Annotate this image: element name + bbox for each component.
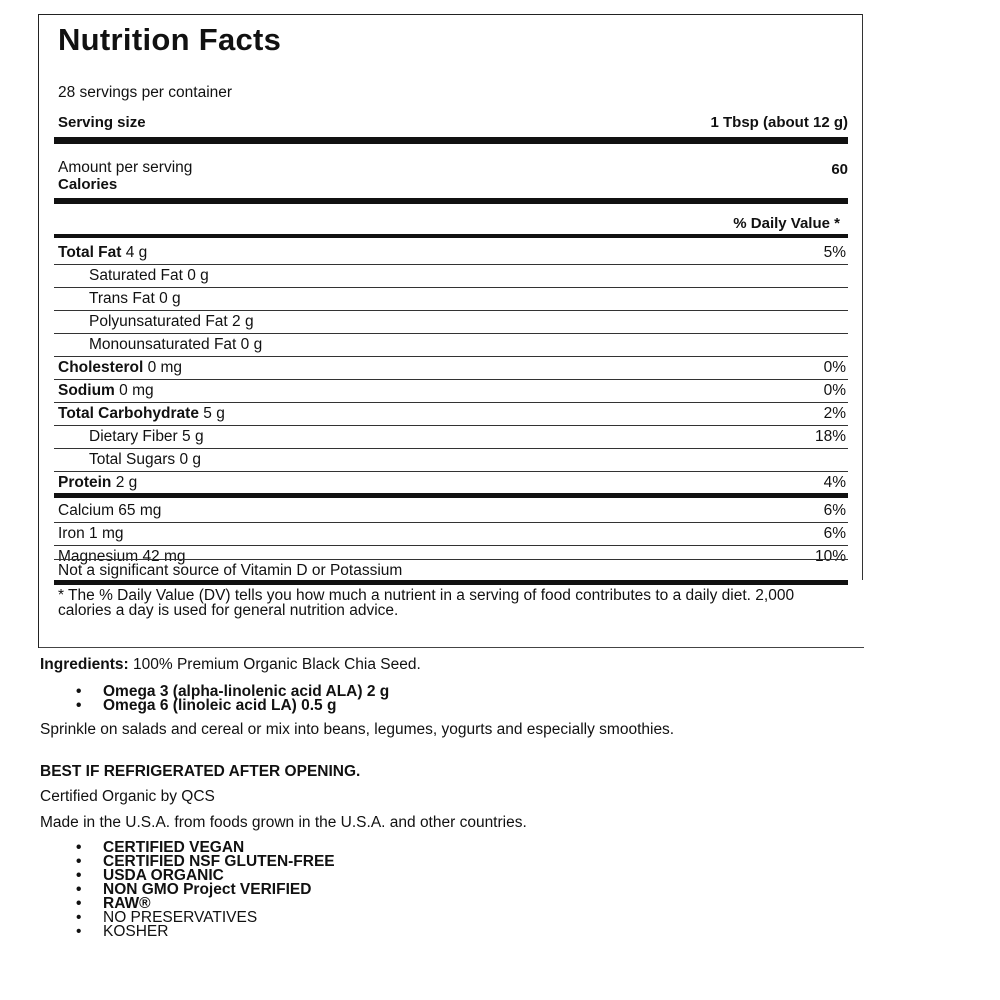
omega-list — [76, 685, 389, 713]
nutrient-name: Monounsaturated Fat 0 g — [89, 336, 263, 353]
nutrient-name: Iron 1 mg — [58, 525, 124, 542]
nutrient-amount: 0 g — [240, 336, 263, 353]
nutrient-amount: 5 g — [203, 405, 225, 422]
nutrient-row — [54, 449, 848, 472]
thick-divider-calories — [54, 198, 848, 204]
nutrient-name: Magnesium 42 mg — [58, 548, 186, 565]
nutrient-name: Trans Fat 0 g — [89, 290, 181, 307]
nutrient-row — [54, 426, 848, 449]
nutrient-amount: 2 g — [232, 313, 254, 330]
nutrient-amount: 0 mg — [147, 359, 183, 376]
nutrient-name: Protein 2 g — [58, 474, 138, 491]
serving-size-row — [58, 114, 848, 131]
nutrient-name: Saturated Fat 0 g — [89, 267, 209, 284]
nutrient-row — [54, 311, 848, 334]
nutrient-row — [54, 357, 848, 380]
nutrient-amount: 0 g — [159, 290, 181, 307]
nutrient-daily-value: 10% — [814, 548, 846, 565]
serving-size-label: Serving size — [58, 114, 146, 131]
nutrient-amount: 0 mg — [119, 382, 154, 399]
list-item: • USDA ORGANIC — [76, 867, 224, 884]
usage-text: Sprinkle on salads and cereal or mix into beans, legumes, yogurts and especially smoothies. — [40, 721, 675, 738]
nutrition-title: Nutrition Facts — [58, 22, 282, 57]
certified-text: Certified Organic by QCS — [40, 788, 215, 805]
nutrient-name: Total Sugars 0 g — [89, 451, 202, 468]
nutrient-amount: 65 mg — [118, 502, 162, 519]
nutrient-name: Calcium 65 mg — [58, 502, 162, 519]
nutrient-amount: 2 g — [115, 474, 138, 491]
nutrient-amount: 4 g — [125, 244, 148, 261]
claims-list — [76, 841, 335, 939]
storage-text: BEST IF REFRIGERATED AFTER OPENING. — [40, 763, 361, 780]
daily-value-header: % Daily Value * — [733, 215, 840, 232]
nutrient-row — [54, 500, 848, 523]
nutrient-daily-value: 4% — [823, 474, 846, 491]
nutrient-amount: 0 g — [187, 267, 209, 284]
list-item: • Omega 3 (alpha-linolenic acid ALA) 2 g — [76, 683, 390, 700]
list-item: • NO PRESERVATIVES — [76, 909, 258, 926]
nutrient-row — [54, 288, 848, 311]
nutrient-daily-value: 18% — [814, 428, 846, 445]
thick-divider-serving — [54, 137, 848, 144]
amount-per-serving: Amount per serving — [58, 159, 193, 176]
nutrient-name: Dietary Fiber 5 g — [89, 428, 204, 445]
nutrition-label-right-edge — [862, 14, 863, 580]
nutrient-daily-value: 6% — [823, 502, 846, 519]
list-item: • CERTIFIED NSF GLUTEN-FREE — [76, 853, 335, 870]
serving-size-value: 1 Tbsp (about 12 g) — [710, 114, 848, 131]
nutrient-daily-value: 2% — [823, 405, 846, 422]
list-item: • RAW® — [76, 895, 151, 912]
nutrient-daily-value: 5% — [823, 244, 846, 261]
nutrient-amount: 5 g — [182, 428, 204, 445]
nutrient-name: Total Fat 4 g — [58, 244, 148, 261]
nutrient-name: Total Carbohydrate 5 g — [58, 405, 225, 422]
nutrient-amount: 0 g — [179, 451, 202, 468]
ingredients-line — [40, 656, 940, 674]
nutrient-amount: 42 mg — [142, 548, 186, 565]
made-in-text: Made in the U.S.A. from foods grown in the U.S.A. and other countries. — [40, 814, 527, 831]
nutrient-daily-value: 6% — [823, 525, 846, 542]
nutrient-row — [54, 334, 848, 357]
medium-divider-dv — [54, 234, 848, 238]
list-item: • Omega 6 (linoleic acid LA) 0.5 g — [76, 697, 337, 714]
nutrient-row — [54, 472, 848, 495]
thick-divider-bottom — [54, 580, 848, 585]
daily-value-footnote: * The % Daily Value (DV) tells you how much a nutrient in a serving of food contributes to a daily diet. 2,000 calories a day is used for general nutrition advice. — [58, 587, 795, 619]
nutrient-amount: 1 mg — [89, 525, 124, 542]
nutrient-name: Polyunsaturated Fat 2 g — [89, 313, 254, 330]
nutrient-daily-value: 0% — [823, 359, 846, 376]
nutrient-row — [54, 380, 848, 403]
not-significant-text: Not a significant source of Vitamin D or Potassium — [58, 562, 403, 579]
calories-label: Calories — [58, 176, 118, 193]
nutrient-name: Cholesterol 0 mg — [58, 359, 183, 376]
thick-divider-protein — [54, 493, 848, 498]
nutrient-row — [54, 265, 848, 288]
list-item: • NON GMO Project VERIFIED — [76, 881, 312, 898]
nutrient-row — [54, 523, 848, 546]
nutrient-row — [54, 403, 848, 426]
list-item: • KOSHER — [76, 923, 169, 940]
nutrient-name: Sodium 0 mg — [58, 382, 154, 399]
nutrient-row — [54, 242, 848, 265]
ingredients-label: Ingredients: — [40, 656, 129, 673]
list-item: • CERTIFIED VEGAN — [76, 839, 245, 856]
nutrient-daily-value: 0% — [823, 382, 846, 399]
servings-per-container: 28 servings per container — [58, 84, 233, 101]
calories-value: 60 — [831, 161, 848, 178]
ingredients-text: 100% Premium Organic Black Chia Seed. — [133, 656, 421, 673]
